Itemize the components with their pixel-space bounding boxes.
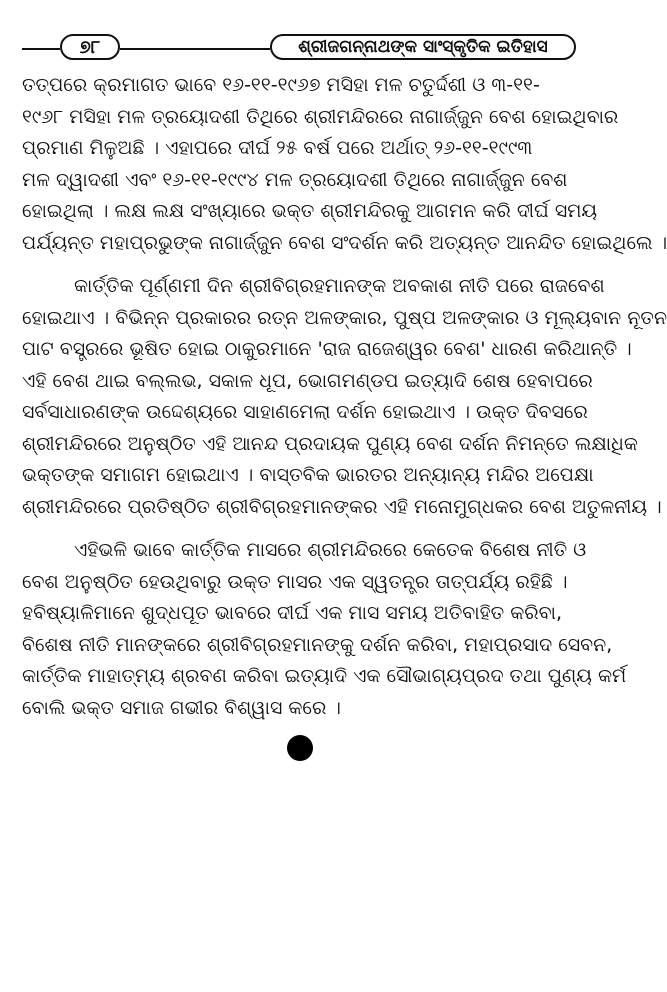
running-title: ଶ୍ରୀଜଗନ୍ନାଥଙ୍କ ସାଂସ୍କୃତିକ ଇତିହାସ: [270, 34, 576, 60]
page-number: ୭୮: [60, 34, 120, 60]
text-line: ମଳ ଦ୍ୱାଦଶୀ ଏବଂ ୧୬-୧୧-୧୯୯୪ ମଳ ତ୍ରୟୋଦଶୀ ତିଥିରେ ନାଗାର୍ଜ୍ଜୁନ ବେଶ: [22, 168, 568, 191]
paragraph-1: [22, 70, 667, 259]
header-rule-middle: [120, 48, 270, 50]
text-line: ଏହିଭଳି ଭାବେ କାର୍ତ୍ତିକ ମାସରେ ଶ୍ରୀମନ୍ଦିରରେ କେତେକ ବିଶେଷ ନୀତି ଓ: [74, 539, 587, 561]
text-line: ବୋଲି ଭକ୍ତ ସମାଜ ଗଭୀର ବିଶ୍ୱାସ କରେ ।: [22, 696, 341, 719]
text-line: ଭକ୍ତଙ୍କ ସମାଗମ ହୋଇଥାଏ । ବାସ୍ତବିକ ଭାରତର ଅନ୍ୟାନ୍ୟ ମନ୍ଦିର ଅପେକ୍ଷା: [22, 464, 594, 486]
text-line: ତତ୍ପରେ କ୍ରମାଗତ ଭାବେ ୧୬-୧୧-୧୯୬୭ ମସିହା ମଳ ଚତୁର୍ଦ୍ଦଶୀ ଓ ୩-୧୧-: [22, 74, 540, 96]
text-line: ୧୯୬୮ ମସିହା ମଳ ତ୍ରୟୋଦଶୀ ତିଥିରେ ଶ୍ରୀମନ୍ଦିରରେ ନାଗାର୍ଜ୍ଜୁନ ବେଶ ହୋଇଥିବାର: [22, 105, 619, 128]
text-line: ଏହି ବେଶ ଥାଇ ବଲ୍ଲଭ, ସକାଳ ଧୂପ, ଭୋଗମଣ୍ଡପ ଇତ୍ୟାଦି ଶେଷ ହେବାପରେ: [22, 369, 593, 392]
text-line: କାର୍ତ୍ତିକ ମାହାତ୍ମ୍ୟ ଶ୍ରବଣ କରିବା ଇତ୍ୟାଦି ଏକ ସୌଭାଗ୍ୟପ୍ରଦ ତଥା ପୁଣ୍ୟ କର୍ମ: [22, 665, 627, 687]
paragraph-2: [22, 271, 667, 523]
header-rule-left: [22, 48, 60, 50]
text-line: ହୋଇଥିଲା । ଲକ୍ଷ ଲକ୍ଷ ସଂଖ୍ୟାରେ ଭକ୍ତ ଶ୍ରୀମନ୍ଦିରକୁ ଆଗମନ କରି ଦୀର୍ଘ ସମୟ: [22, 200, 598, 222]
text-line: ଶ୍ରୀମନ୍ଦିରରେ ପ୍ରତିଷ୍ଠିତ ଶ୍ରୀବିଗ୍ରହମାନଙ୍କର ଏହି ମନୋମୁଗ୍ଧକର ବେଶ ଅତୁଳନୀୟ ।: [22, 495, 662, 518]
section-end-dot: [287, 735, 313, 761]
text-line: ପର୍ଯ୍ୟନ୍ତ ମହାପ୍ରଭୁଙ୍କ ନାଗାର୍ଜ୍ଜୁନ ବେଶ ସଂଦର୍ଶନ କରି ଅତ୍ୟନ୍ତ ଆନନ୍ଦିତ ହୋଇଥିଲେ ।: [22, 231, 667, 254]
text-line: ପ୍ରମାଣ ମିଳୁଅଛି । ଏହାପରେ ଦୀର୍ଘ ୨୫ ବର୍ଷ ପରେ ଅର୍ଥାତ୍ ୨୬-୧୧-୧୯୯୩: [22, 137, 533, 159]
text-line: ହୋଇଥାଏ । ବିଭିନ୍ନ ପ୍ରକାରର ରତ୍ନ ଅଳଙ୍କାର, ପୁଷ୍ପ ଅଳଙ୍କାର ଓ ମୂଲ୍ୟବାନ ନୂତନ: [22, 306, 667, 329]
page-header: [22, 34, 578, 64]
text-line: ହବିଷ୍ୟାଳିମାନେ ଶୁଦ୍ଧପୂତ ଭାବରେ ଦୀର୍ଘ ଏକ ମାସ ସମୟ ଅତିବାହିତ କରିବା,: [22, 602, 563, 624]
text-line: ଶ୍ରୀମନ୍ଦିରରେ ଅନୁଷ୍ଠିତ ଏହି ଆନନ୍ଦ ପ୍ରଦାୟକ ପୁଣ୍ୟ ବେଶ ଦର୍ଶନ ନିମନ୍ତେ ଲକ୍ଷାଧିକ: [22, 432, 638, 455]
text-line: ସର୍ବସାଧାରଣଙ୍କ ଉଦ୍ଦେଶ୍ୟରେ ସାହାଣମେଲା ଦର୍ଶନ ହୋଇଥାଏ । ଉକ୍ତ ଦିବସରେ: [22, 401, 588, 423]
text-line: କାର୍ତ୍ତିକ ପୂର୍ଣ୍ଣମୀ ଦିନ ଶ୍ରୀବିଗ୍ରହମାନଙ୍କ ଅବକାଶ ନୀତି ପରେ ରାଜବେଶ: [74, 275, 605, 297]
text-line: ବେଶ ଅନୁଷ୍ଠିତ ହେଉଥିବାରୁ ଉକ୍ତ ମାସର ଏକ ସ୍ୱତନ୍ତ୍ର ତାତ୍ପର୍ଯ୍ୟ ରହିଛି ।: [22, 570, 568, 593]
text-line: ବିଶେଷ ନୀତି ମାନଙ୍କରେ ଶ୍ରୀବିଗ୍ରହମାନଙ୍କୁ ଦର୍ଶନ କରିବା, ମହାପ୍ରସାଦ ସେବନ,: [22, 633, 613, 656]
page-body: [22, 70, 667, 736]
paragraph-3: [22, 535, 627, 724]
text-line: ପାଟ ବସ୍ତ୍ରରେ ଭୂଷିତ ହୋଇ ଠାକୁରମାନେ 'ରାଜ ରାଜେଶ୍ୱର ବେଶ' ଧାରଣ କରିଥାନ୍ତି ।: [22, 338, 632, 360]
